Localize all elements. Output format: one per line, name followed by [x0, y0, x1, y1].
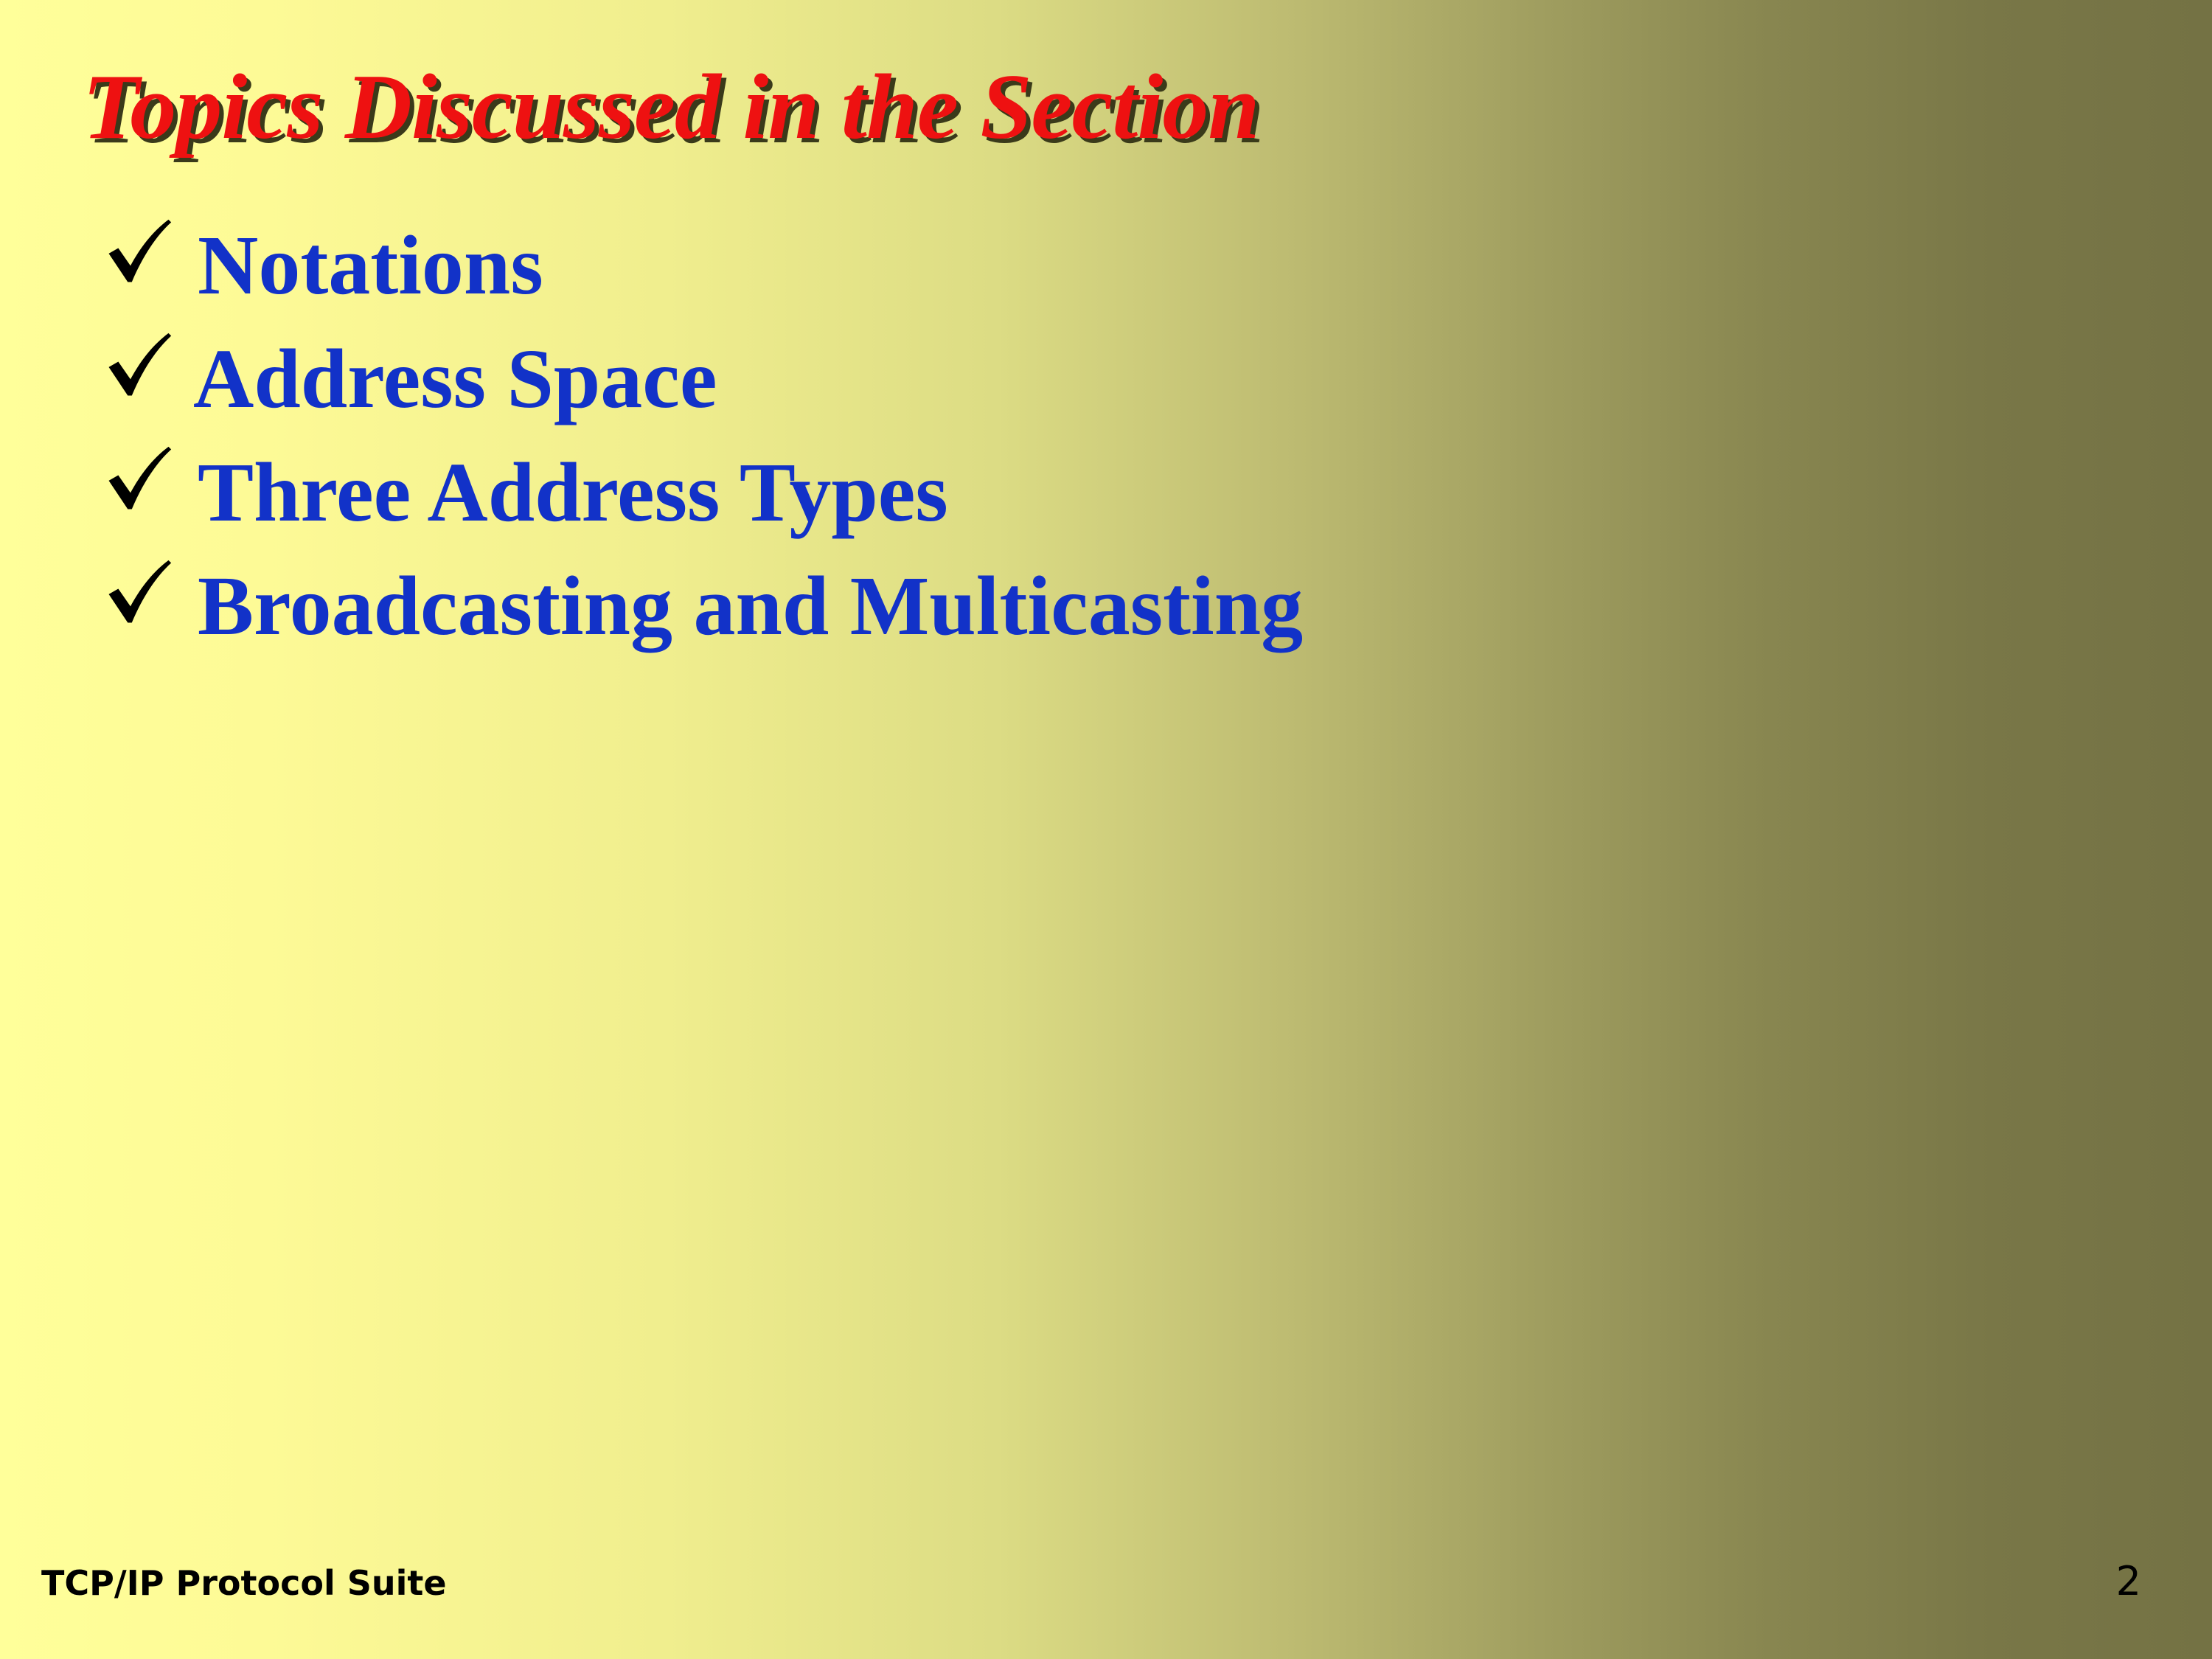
topic-label: Notations: [198, 218, 543, 312]
topic-label: Three Address Types: [198, 445, 948, 539]
checkmark-icon: [103, 332, 174, 400]
topic-label: Address Space: [193, 332, 717, 425]
page-number: 2: [2115, 1558, 2141, 1604]
slide-title: Topics Discussed in the Section: [83, 56, 1259, 159]
topic-label: Broadcasting and Multicasting: [198, 559, 1304, 653]
footer-label: TCP/IP Protocol Suite: [41, 1563, 447, 1603]
checkmark-icon: [103, 218, 174, 286]
checkmark-icon: [103, 559, 174, 627]
checkmark-icon: [103, 445, 174, 513]
